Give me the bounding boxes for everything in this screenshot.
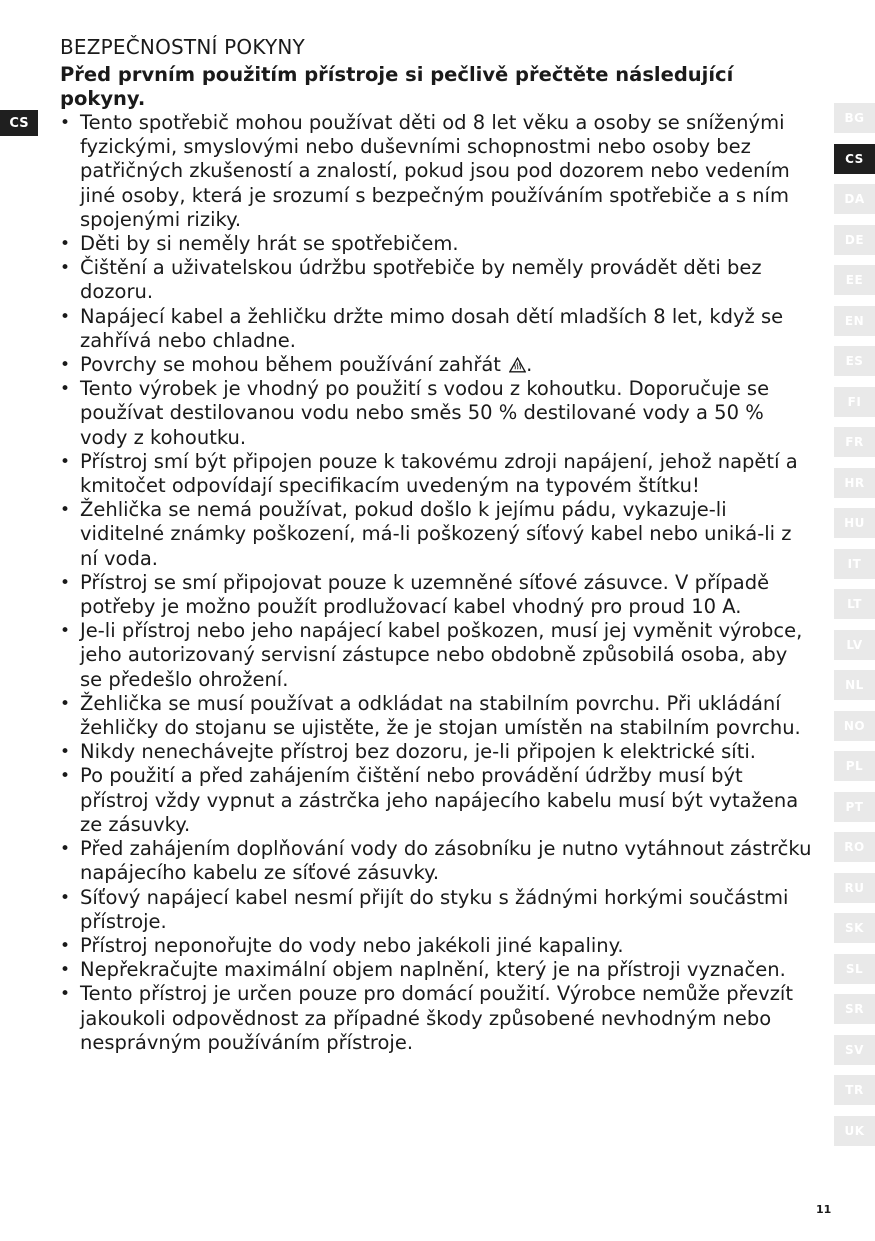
language-tab-no[interactable]: NO: [834, 711, 875, 741]
hot-surface-warning-icon: [509, 357, 526, 373]
list-item: • Po použití a před zahájením čištění nebo provádění údržby musí být přístroj vždy vypnut a zástrčka jeho napájecího kabelu musí být vytažena ze zásuvky.: [60, 764, 812, 837]
language-tab-sl[interactable]: SL: [834, 954, 875, 984]
language-tab-sv[interactable]: SV: [834, 1035, 875, 1065]
page-number: 11: [816, 1203, 832, 1216]
language-tab-ro[interactable]: RO: [834, 832, 875, 862]
language-tab-pt[interactable]: PT: [834, 792, 875, 822]
list-item: • Tento výrobek je vhodný po použití s vodou z kohoutku. Doporučuje se používat destilovanou vodu nebo směs 50 % destilované vody a 50 % vody z kohoutku.: [60, 377, 812, 450]
side-language-label: CS: [0, 110, 38, 136]
section-title: BEZPEČNOSTNÍ POKYNY: [60, 35, 305, 59]
language-tab-it[interactable]: IT: [834, 549, 875, 579]
hot-surface-suffix: .: [526, 353, 533, 377]
list-item: • Přístroj smí být připojen pouze k takovému zdroji napájení, jehož napětí a kmitočet odpovídají specifikacím uvedeným na typovém štítku!: [60, 450, 812, 498]
list-item: • Přístroj neponořujte do vody nebo jakékoli jiné kapaliny.: [60, 934, 812, 958]
list-item: • Přístroj se smí připojovat pouze k uzemněné síťové zásuvce. V případě potřeby je možno použít prodlužovací kabel vhodný pro proud 10 A.: [60, 571, 812, 619]
language-tab-ru[interactable]: RU: [834, 873, 875, 903]
language-tab-hr[interactable]: HR: [834, 468, 875, 498]
list-item: • Děti by si neměly hrát se spotřebičem.: [60, 232, 812, 256]
list-item: • Čištění a uživatelskou údržbu spotřebiče by neměly provádět děti bez dozoru.: [60, 256, 812, 304]
language-tab-de[interactable]: DE: [834, 225, 875, 255]
list-item: • Síťový napájecí kabel nesmí přijít do styku s žádnými horkými součástmi přístroje.: [60, 886, 812, 934]
language-tab-uk[interactable]: UK: [834, 1116, 875, 1146]
safety-instructions: [60, 35, 812, 1055]
language-tab-lv[interactable]: LV: [834, 630, 875, 660]
language-tab-en[interactable]: EN: [834, 306, 875, 336]
language-tab-es[interactable]: ES: [834, 346, 875, 376]
language-tab-hu[interactable]: HU: [834, 508, 875, 538]
safety-list: [60, 111, 812, 1055]
list-item: • Je-li přístroj nebo jeho napájecí kabel poškozen, musí jej vyměnit výrobce, jeho autorizovaný servisní zástupce nebo obdobně způsobilá osoba, aby se předešlo ohrožení.: [60, 619, 812, 692]
language-tab-ee[interactable]: EE: [834, 265, 875, 295]
language-tab-fi[interactable]: FI: [834, 387, 875, 417]
list-item: • Žehlička se musí používat a odkládat na stabilním povrchu. Při ukládání žehličky do stojanu se ujistěte, že je stojan umístěn na stabilním povrchu.: [60, 692, 812, 740]
language-tab-nl[interactable]: NL: [834, 670, 875, 700]
list-item: • Tento přístroj je určen pouze pro domácí použití. Výrobce nemůže převzít jakoukoli odpovědnost za případné škody způsobené nevhodným nebo nesprávným používáním přístroje.: [60, 982, 812, 1055]
language-tab-lt[interactable]: LT: [834, 589, 875, 619]
list-item-hot-surface: [60, 353, 812, 377]
list-item: • Nikdy nenechávejte přístroj bez dozoru, je-li připojen k elektrické síti.: [60, 740, 812, 764]
intro-text: Před prvním použitím přístroje si pečlivě přečtěte následující pokyny.: [60, 63, 734, 110]
language-tab-cs[interactable]: CS: [834, 144, 875, 174]
language-tab-pl[interactable]: PL: [834, 751, 875, 781]
language-tabs: [834, 103, 875, 1156]
list-item: • Před zahájením doplňování vody do zásobníku je nutno vytáhnout zástrčku napájecího kabelu ze síťové zásuvky.: [60, 837, 812, 885]
language-tab-sr[interactable]: SR: [834, 994, 875, 1024]
language-tab-tr[interactable]: TR: [834, 1075, 875, 1105]
language-tab-da[interactable]: DA: [834, 184, 875, 214]
language-tab-bg[interactable]: BG: [834, 103, 875, 133]
list-item: • Žehlička se nemá používat, pokud došlo k jejímu pádu, vykazuje-li viditelné známky poškození, má-li poškozený síťový kabel nebo uniká-li z ní voda.: [60, 498, 812, 571]
list-item: • Tento spotřebič mohou používat děti od 8 let věku a osoby se sníženými fyzickými, smyslovými nebo duševními schopnostmi nebo osoby bez patřičných zkušeností a znalostí, pokud jsou pod dozorem nebo vedením jiné osoby, která je srozumí s bezpečným používáním spotřebiče a s ním spojenými riziky.: [60, 111, 812, 232]
language-tab-fr[interactable]: FR: [834, 427, 875, 457]
language-tab-sk[interactable]: SK: [834, 913, 875, 943]
list-item: • Nepřekračujte maximální objem naplnění, který je na přístroji vyznačen.: [60, 958, 812, 982]
list-item: • Napájecí kabel a žehličku držte mimo dosah dětí mladších 8 let, když se zahřívá nebo chladne.: [60, 305, 812, 353]
hot-surface-text: Povrchy se mohou během používání zahřát: [80, 353, 501, 377]
